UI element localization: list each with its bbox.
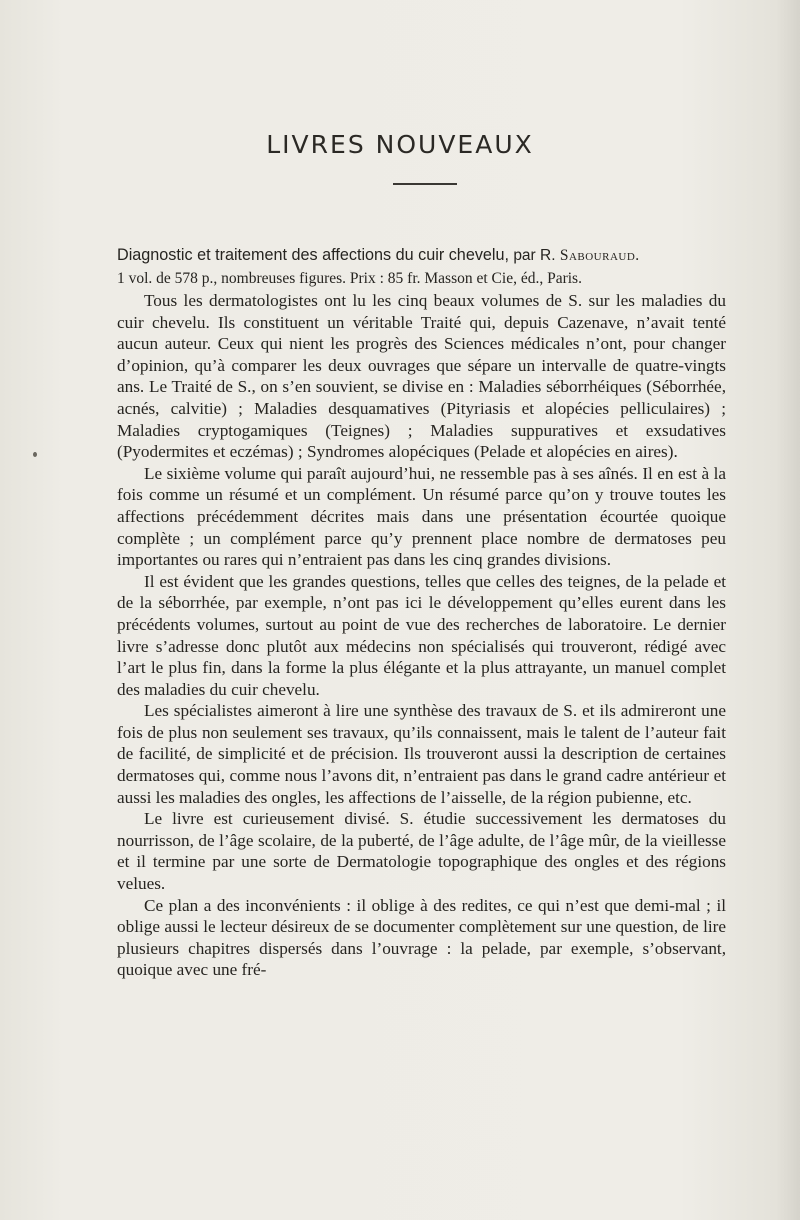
paragraph-5: Le livre est curieusement divisé. S. étudie successivement les dermatoses du nourrisson, de l’âge scolaire, de la puberté, de l’âge adulte, de l’âge mûr, de la vieillesse et il termine par une sorte de Dermatologie topographique des ongles et des régions velues. [117,809,726,894]
review-heading [117,244,726,289]
author-prefix: par R. [513,247,556,264]
paragraph-6: Ce plan a des inconvénients : il oblige à des redites, ce qui n’est que demi-mal ; il oblige aussi le lecteur désireux de se documenter complètement sur une question, de lire plusieurs chapitres dispersés dans l’ouvrage : la pelade, par exemple, s’observant, quoique avec une fré- [117,895,726,980]
book-title: Diagnostic et traitement des affections du cuir chevelu, [117,246,510,264]
author-name: Sabouraud. [559,247,640,264]
title-divider [393,183,457,185]
paragraph-3: Il est évident que les grandes questions, telles que celles des teignes, de la pelade et de la séborrhée, par exemple, n’ont pas ici le développement qu’elles eurent dans les précédents volumes, surtout au point de vue des recherches de laboratoire. Le dernier livre s’adresse donc plutôt aux médecins non spécialisés qui trouveront, rédigé avec l’art le plus fin, dans la forme la plus élégante et la plus attrayante, un manuel complet des maladies du cuir chevelu. [117,571,726,699]
margin-speck [33,452,37,457]
paragraph-4: Les spécialistes aimeront à lire une synthèse des travaux de S. et ils admireront une fois de plus non seulement ses travaux, qu’ils connaissent, mais le talent de l’auteur fait de facilité, de simplicité et de précision. Ils trouveront aussi la description de certaines dermatoses qui, comme nous l’avons dit, n’entraient pas dans le grand cadre antérieur et aussi les maladies des ongles, les affections de l’aisselle, de la région pubienne, etc. [117,701,726,807]
review-body [117,290,726,981]
page-title: LIVRES NOUVEAUX [266,130,534,159]
paragraph-2: Le sixième volume qui paraît aujourd’hui, ne ressemble pas à ses aînés. Il en est à la fois comme un résumé et un complément. Un résumé parce qu’on y trouve toutes les affections précédemment décrites mais dans une présentation écourtée quoique complète ; un complément parce qu’y prennent place nombre de dermatoses peu importantes ou rares qui n’entraient pas dans les cinq grandes divisions. [117,463,726,570]
publication-details: 1 vol. de 578 p., nombreuses figures. Prix : 85 fr. Masson et Cie, éd., Paris. [117,269,582,287]
paragraph-1: Tous les dermatologistes ont lu les cinq beaux volumes de S. sur les maladies du cuir chevelu. Ils constituent un véritable Traité qui, depuis Cazenave, n’avait tenté aucun auteur. Ceux qui nient les progrès des Sciences médicales n’ont, pour changer d’opinion, qu’à comparer les deux ouvrages que sépare un intervalle de quatre-vingts ans. Le Traité de S., on s’en souvient, se divise en : Maladies séborrhéiques (Séborrhée, acnés, calvitie) ; Maladies desquamatives (Pityriasis et alopécies pelliculaires) ; Maladies cryptogamiques (Teignes) ; Maladies suppuratives et exsudatives (Pyodermites et eczémas) ; Syndromes alopéciques (Pelade et alopécies en aires). [117,291,726,462]
